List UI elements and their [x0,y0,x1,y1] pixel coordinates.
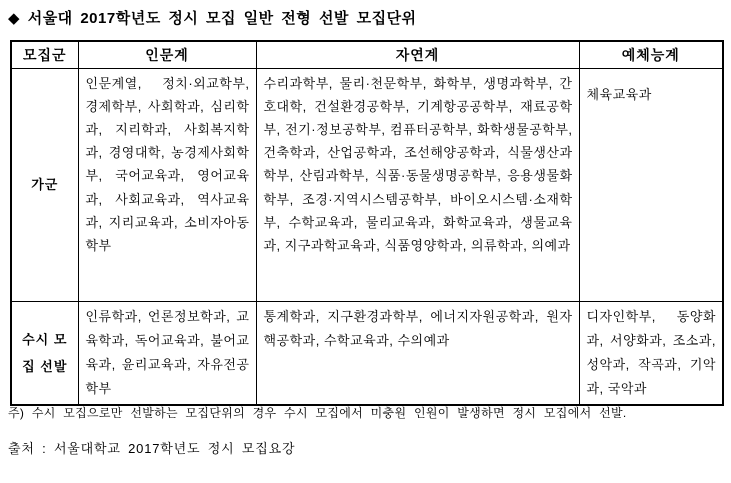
table-row-susi [11,301,723,405]
row-group-label-susi: 수시 모집 선발 [11,301,78,405]
admissions-table [10,40,724,406]
cell-gagun-natural-sciences: 수리과학부, 물리·천문학부, 화학부, 생명과학부, 간호대학, 건설환경공학부, 기계항공공학부, 재료공학부, 전기·정보공학부, 컴퓨터공학부, 화학생물공학부, 건축학과, 산업공학과, 조선해양공학과, 식물생산과학부, 산림과학부, 식품·동물생명공학부, 응용생물화학부, 조경·지역시스템공학부, 바이오시스템·소재학부, 수학교육과, 물리교육과, 화학교육과, 생물교육과, 지구과학교육과, 식품영양학과, 의류학과, 의예과 [256,68,579,301]
page-title: ◆ 서울대 2017학년도 정시 모집 일반 전형 선발 모집단위 [8,10,417,27]
cell-susi-natural-sciences: 통계학과, 지구환경과학부, 에너지자원공학과, 원자핵공학과, 수학교육과, 수의예과 [256,301,579,405]
row-group-label-gagun: 가군 [11,68,78,301]
col-header-group: 모집군 [11,41,78,68]
cell-susi-arts-sports: 디자인학부, 동양화과, 서양화과, 조소과, 성악과, 작곡과, 기악과, 국악과 [579,301,723,405]
col-header-arts-sports: 예체능계 [579,41,723,68]
table-header-row [11,41,723,68]
col-header-natural-sciences: 자연계 [256,41,579,68]
cell-susi-humanities: 인류학과, 언론정보학과, 교육학과, 독어교육과, 불어교육과, 윤리교육과, 자유전공학부 [78,301,256,405]
table-row-gagun [11,68,723,301]
cell-gagun-arts-sports: 체육교육과 [579,68,723,301]
cell-gagun-humanities: 인문계열, 정치·외교학부, 경제학부, 사회학과, 심리학과, 지리학과, 사회복지학과, 경영대학, 농경제사회학부, 국어교육과, 영어교육과, 사회교육과, 역사교육과, 지리교육과, 소비자아동학부 [78,68,256,301]
source-line: 출처 : 서울대학교 2017학년도 정시 모집요강 [8,441,296,456]
col-header-humanities: 인문계 [78,41,256,68]
footnote: 주) 수시 모집으로만 선발하는 모집단위의 경우 수시 모집에서 미충원 인원이 발생하면 정시 모집에서 선발. [8,406,627,420]
